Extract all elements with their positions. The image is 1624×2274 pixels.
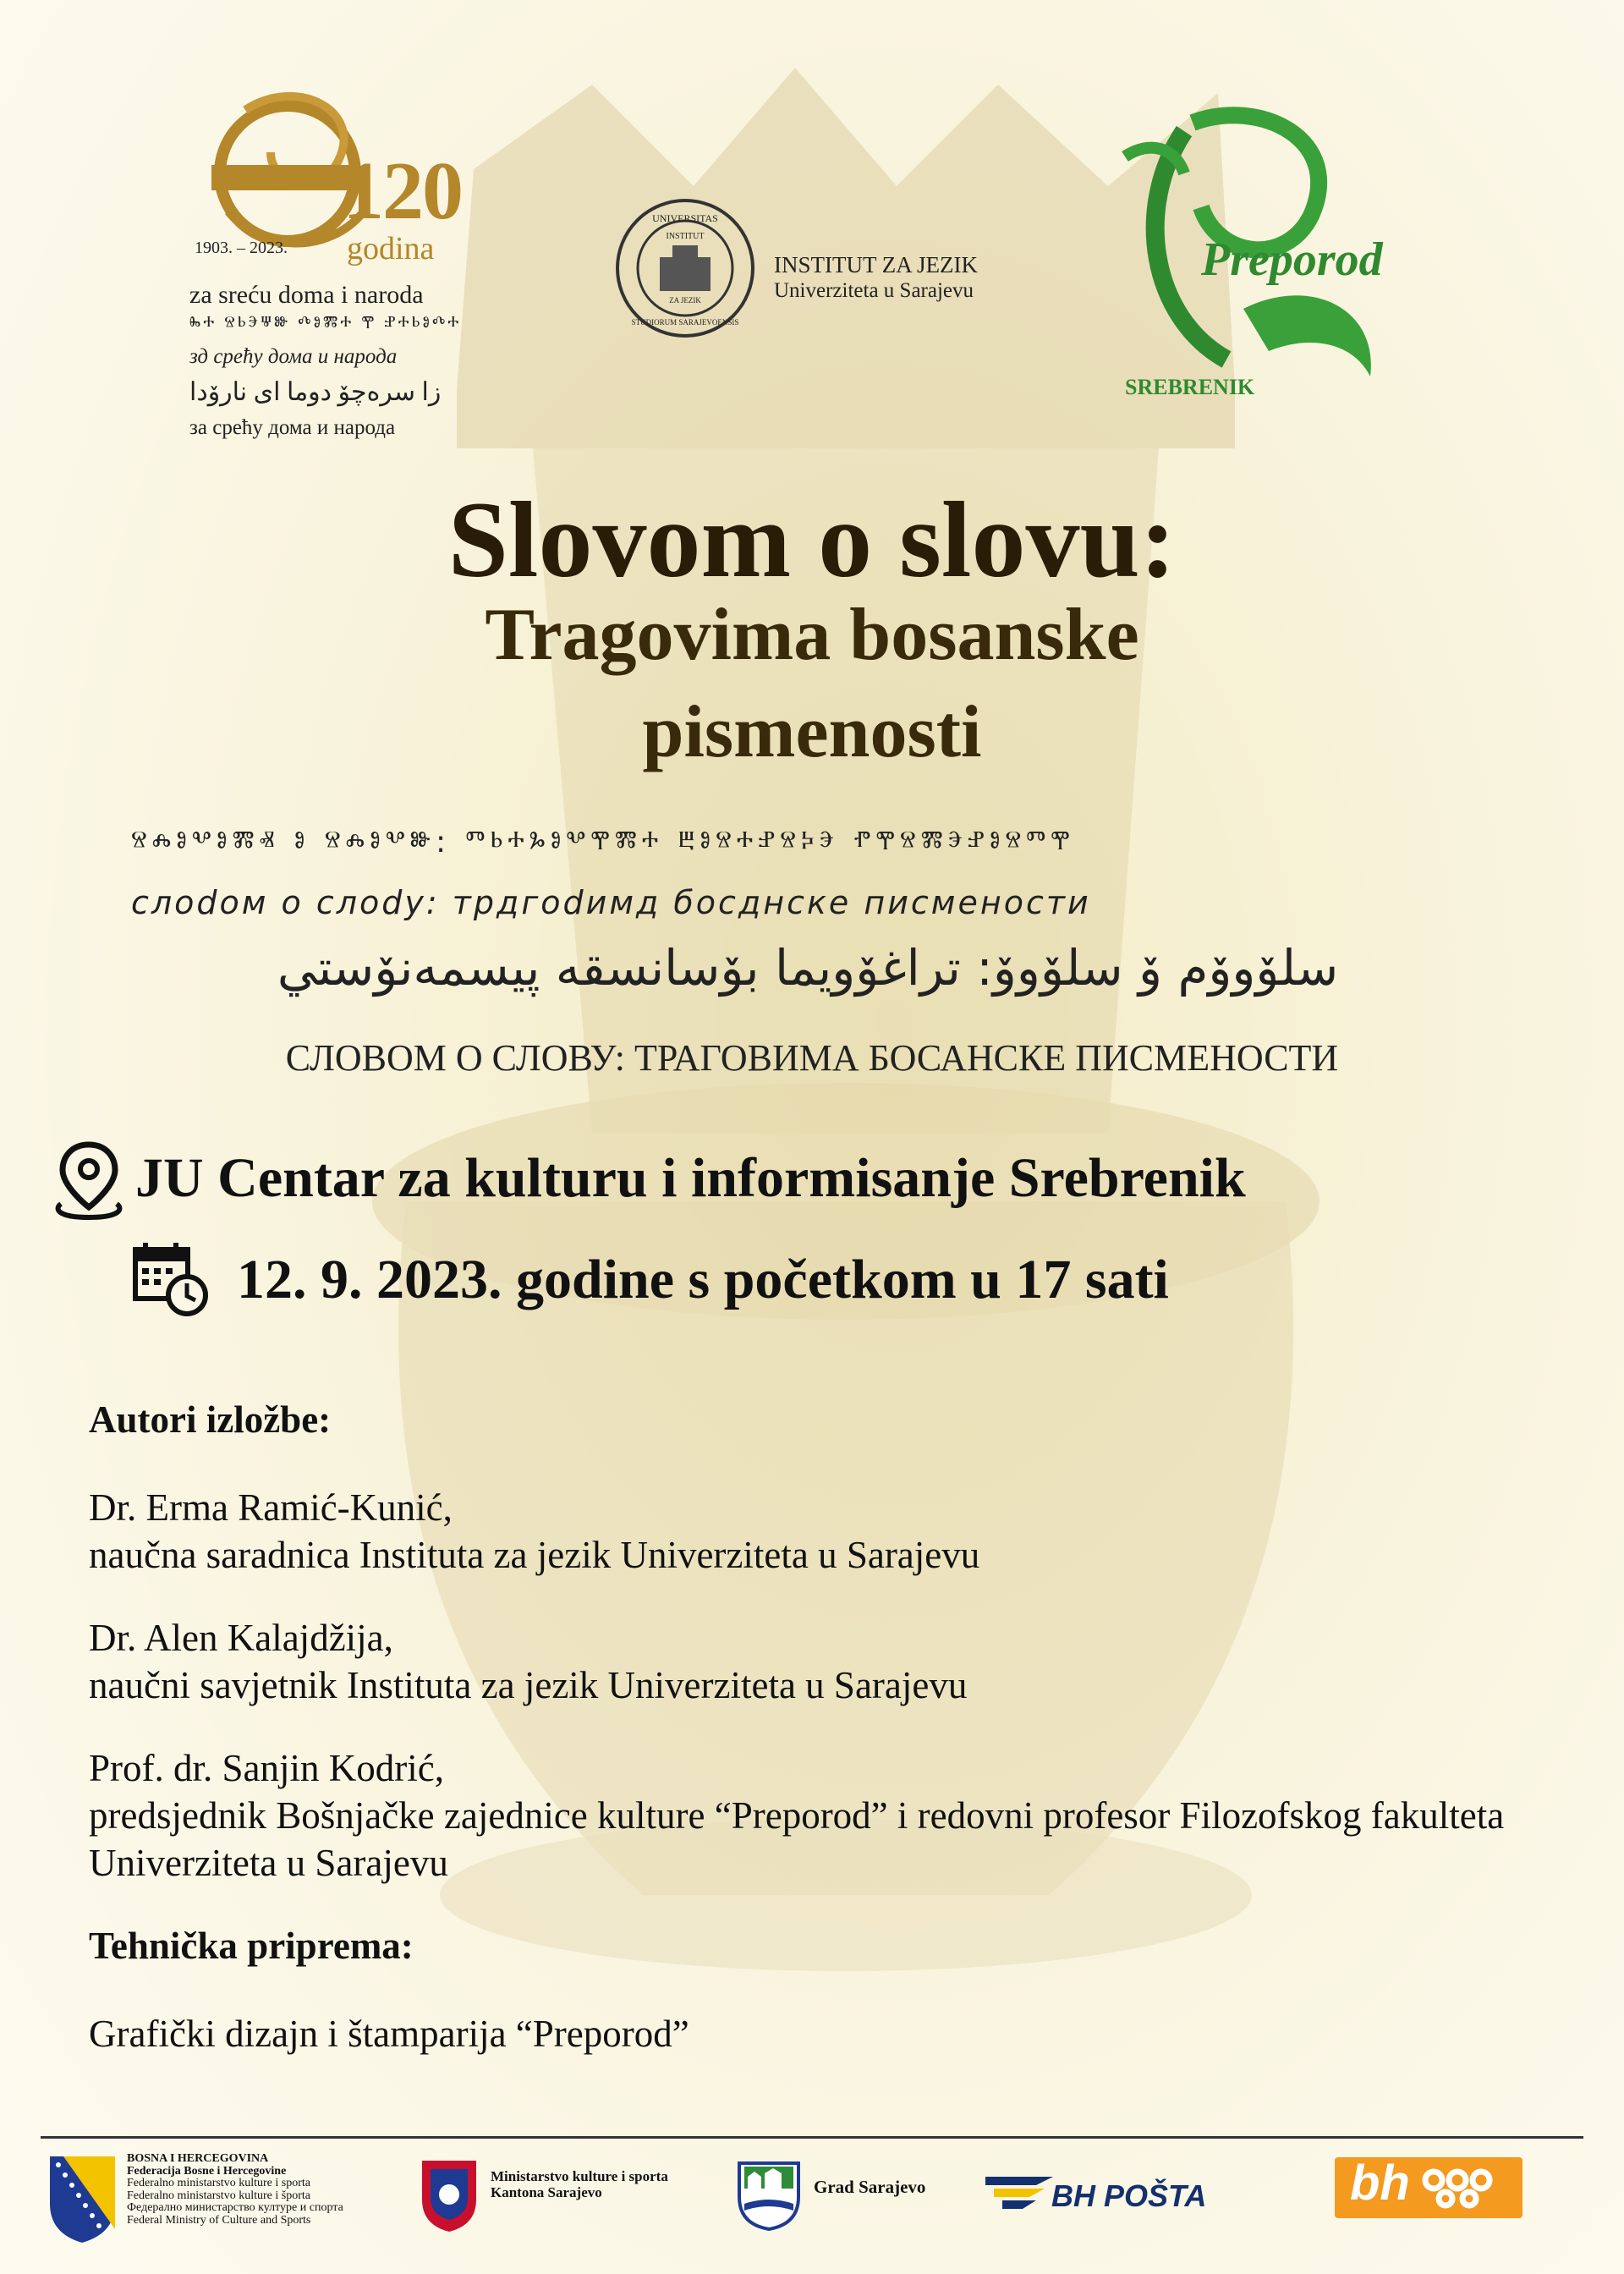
institute-university: Univerziteta u Sarajevu <box>774 279 974 302</box>
title-bosancica: слоdом о слоdу: трдгоdимд босднске писмености <box>131 884 1091 921</box>
preporod-green-emblem-icon <box>1100 106 1396 410</box>
author-entry <box>89 1744 1577 1887</box>
authors-heading: Autori izložbe: <box>89 1398 332 1441</box>
anniversary-years: 1903. – 2023. <box>195 239 288 257</box>
title-cyrillic: СЛОВОМ О СЛОВУ: ТРАГОВИМА БОСАНСКЕ ПИСМЕНОСТИ <box>285 1037 1339 1079</box>
subtitle-line-1: Tragovima bosanske <box>485 594 1139 676</box>
author-role: naučni savjetnik Instituta za jezik Univerziteta u Sarajevu <box>89 1664 968 1706</box>
title-glagolitic: ⱄⰾⱁⰲⱁⰿⱏ ⱁ ⱄⰾⱁⰲⱆ: ⱅⱃⰰⰳⱁⰲⰹⰿⰰ ⰱⱁⱄⰰⱀⱄⰽⰵ ⱂⰹⱄⰿⰵⱀⱁⱄⱅⰹ <box>131 825 1075 860</box>
grad-sarajevo-text: Grad Sarajevo <box>814 2177 926 2197</box>
seal-inner-text: INSTITUT <box>666 232 705 241</box>
bih-coat-of-arms-icon <box>47 2153 118 2246</box>
technical-heading: Tehnička priprema: <box>89 1925 414 1967</box>
sponsor-bh-posta <box>985 2153 1239 2246</box>
location-pin-icon <box>51 1138 127 1222</box>
bh-telecom-dots-icon <box>1415 2165 1508 2211</box>
author-role: predsjednik Bošnjačke zajednice kulture “Preporod” i redovni profesor Filozofskog fakulteta Univerziteta u Sarajevu <box>89 1794 1505 1884</box>
bh-posta-text: BH POŠTA <box>1051 2178 1207 2213</box>
author-name: Dr. Erma Ramić-Kunić, <box>89 1486 453 1529</box>
author-role: naučna saradnica Instituta za jezik Univerziteta u Sarajevu <box>89 1534 980 1576</box>
venue-text: JU Centar za kulturu i informisanje Srebrenik <box>135 1147 1246 1209</box>
author-name: Dr. Alen Kalajdžija, <box>89 1617 393 1659</box>
event-venue <box>51 1138 1573 1214</box>
anniversary-number: 120 <box>343 146 462 237</box>
title-arebica: سلۆوۆم ۆ سلۆوۆ: تراغۆويما بۆسانسقە پيسمەنۆستي <box>277 939 1339 997</box>
sponsor-canton-ministry <box>419 2153 698 2246</box>
author-name: Prof. dr. Sanjin Kodrić, <box>89 1747 444 1789</box>
motto-cyrillic: за срећу дома и народа <box>189 416 396 439</box>
preporod-120-logo <box>178 85 482 448</box>
srebrenik-label: SREBRENIK <box>1125 375 1255 399</box>
subtitle-line-2: pismenosti <box>642 691 982 773</box>
bh-posta-wing-icon <box>985 2170 1062 2212</box>
main-title: Slovom o slovu: <box>447 480 1177 600</box>
university-seal-icon <box>613 196 757 340</box>
calendar-clock-icon <box>131 1239 211 1320</box>
preporod-srebrenik-logo <box>1100 106 1396 410</box>
event-date <box>131 1239 1484 1316</box>
date-text: 12. 9. 2023. godine s početkom u 17 sati <box>237 1249 1169 1310</box>
author-entry <box>89 1614 1577 1709</box>
author-entry <box>89 1484 1577 1579</box>
sponsor-federal-ministry <box>47 2153 402 2246</box>
grad-sarajevo-crest-icon <box>736 2155 802 2231</box>
sponsor-grad-sarajevo <box>736 2153 973 2246</box>
seal-bottom-text: STUDIORUM SARAJEVOENSIS <box>631 318 739 327</box>
motto-arebica: زا سرەچۆ دوما ای نارۆدا <box>189 378 442 406</box>
seal-top-text: UNIVERSITAS <box>652 212 718 224</box>
sponsor-bh-telecom <box>1335 2153 1522 2246</box>
ministry-text: BOSNA I HERCEGOVINA Federacija Bosne i Hercegovine Federalno ministarstvo kulture i sporta Federalno ministarstvo kulture i športa Федерално министарство културе и спорта Federal Ministry of Culture and Sports <box>127 2152 343 2227</box>
bh-telecom-text: bh <box>1350 2156 1410 2211</box>
motto-bosancica: зд срећу дома и народа <box>189 345 398 368</box>
anniversary-godina: godina <box>347 231 435 266</box>
motto-glagolitic: ⰸⰰ ⱄⱃⰵⱋⱆ ⰴⱁⰿⰰ ⰹ ⱀⰰⱃⱁⰴⰰ <box>189 313 462 335</box>
institute-name: INSTITUT ZA JEZIK <box>774 252 978 277</box>
motto-latin: za sreću doma i naroda <box>189 281 424 309</box>
canton-ministry-text: Ministarstvo kulture i sporta Kantona Sarajevo <box>491 2168 668 2200</box>
institut-za-jezik-logo <box>613 196 1036 327</box>
canton-sarajevo-crest-icon <box>419 2157 480 2233</box>
seal-inner-text-2: ZA JEZIK <box>669 296 701 305</box>
preporod-brand-text: Preporod <box>1201 233 1383 286</box>
technical-text: Grafički dizajn i štamparija “Preporod” <box>89 2013 689 2055</box>
footer-divider <box>41 2136 1583 2139</box>
authors-section <box>89 1396 1577 2057</box>
